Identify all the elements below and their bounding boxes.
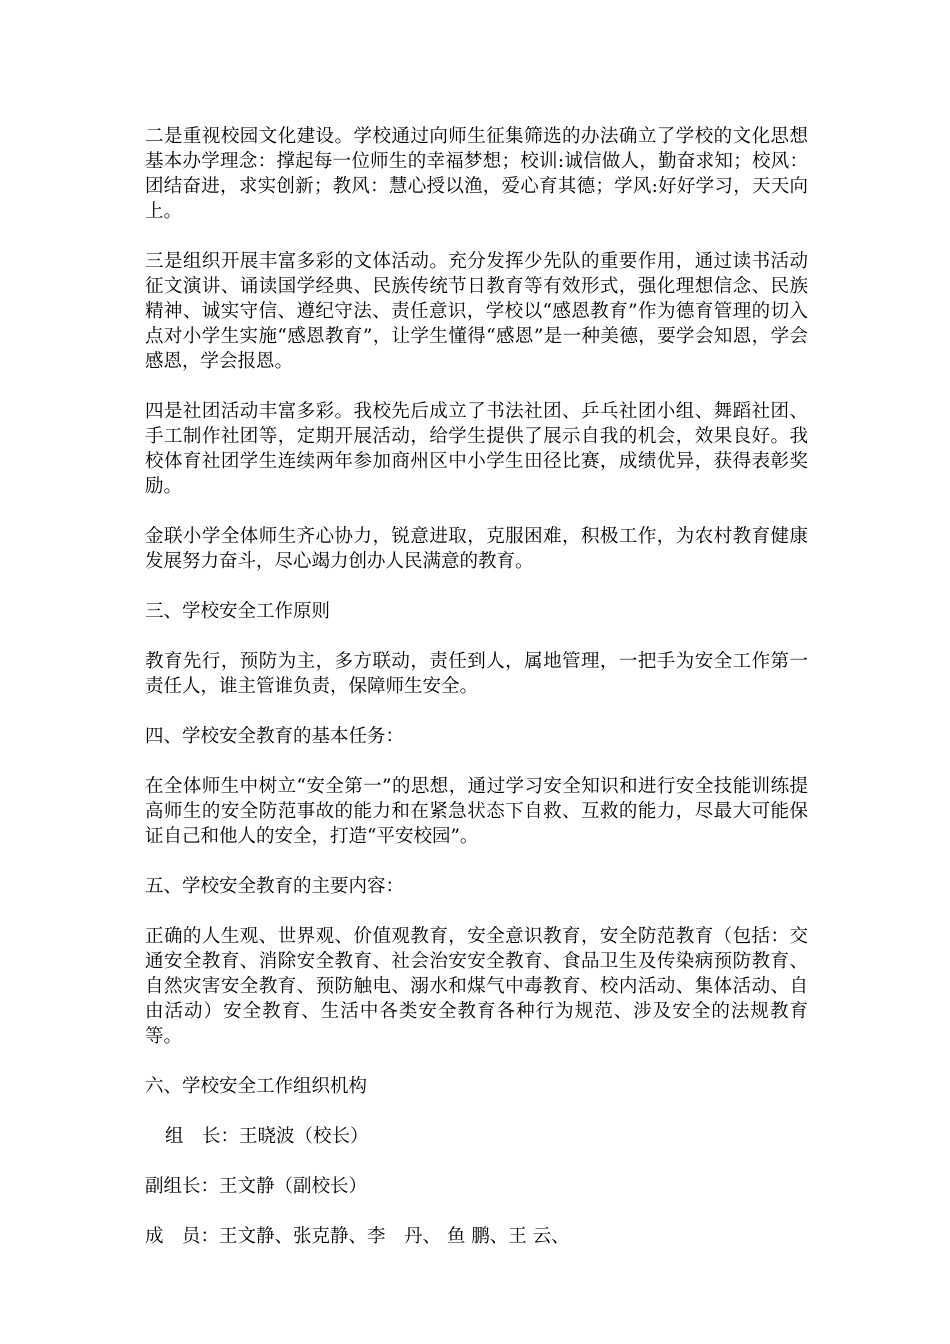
paragraph-content: 正确的人生观、世界观、价值观教育，安全意识教育，安全防范教育（包括：交通安全教育、消除安全教育、社会治安安全教育、食品卫生及传染病预防教育、自然灾害安全教育、预防触电、溺水和煤气中毒教育、校内活动、集体活动、自由活动）安全教育、生活中各类安全教育各种行为规范、涉及安全的法规教育等。 (145, 926, 808, 1047)
paragraph-tasks: 在全体师生中树立“安全第一”的思想，通过学习安全知识和进行安全技能训练提高师生的安全防范事故的能力和在紧急状态下自救、互救的能力，尽最大可能保证自己和他人的安全，打造“平安校园”。 (145, 776, 808, 847)
section-heading-main-content: 五、学校安全教育的主要内容： (145, 876, 405, 897)
paragraph-summary: 金联小学全体师生齐心协力，锐意进取，克服困难，积极工作，为农村教育健康发展努力奋斗，尽心竭力创办人民满意的教育。 (145, 526, 808, 572)
section-heading-basic-tasks: 四、学校安全教育的基本任务： (145, 726, 405, 747)
paragraph-principles: 教育先行，预防为主，多方联动，责任到人，属地管理，一把手为安全工作第一责任人，谁主管谁负责，保障师生安全。 (145, 651, 808, 697)
role-deputy: 副组长：王文静（副校长） (145, 1176, 368, 1197)
paragraph-culture: 二是重视校园文化建设。学校通过向师生征集筛选的办法确立了学校的文化思想基本办学理念：撑起每一位师生的幸福梦想；校训:诚信做人，勤奋求知；校风：团结奋进，求实创新；教风：慧心授以渔，爱心育其德；学风:好好学习，天天向上。 (145, 126, 808, 222)
paragraph-activities: 三是组织开展丰富多彩的文体活动。充分发挥少先队的重要作用，通过读书活动征文演讲、诵读国学经典、民族传统节日教育等有效形式，强化理想信念、民族精神、诚实守信、遵纪守法、责任意识，学校以“感恩教育”作为德育管理的切入点对小学生实施“感恩教育”，让学生懂得“感恩”是一种美德，要学会知恩，学会感恩，学会报恩。 (145, 251, 808, 372)
document-page (145, 124, 808, 1274)
section-heading-safety-principles: 三、学校安全工作原则 (145, 601, 331, 622)
section-heading-organization: 六、学校安全工作组织机构 (145, 1076, 368, 1097)
role-leader: 组 长：王晓波（校长） (165, 1126, 369, 1147)
paragraph-clubs: 四是社团活动丰富多彩。我校先后成立了书法社团、乒乓社团小组、舞蹈社团、手工制作社团等，定期开展活动，给学生提供了展示自我的机会，效果良好。我校体育社团学生连续两年参加商州区中小学生田径比赛，成绩优异，获得表彰奖励。 (145, 401, 808, 497)
role-members: 成 员：王文静、张克静、李 丹、 鱼 鹏、王 云、 (145, 1226, 570, 1247)
